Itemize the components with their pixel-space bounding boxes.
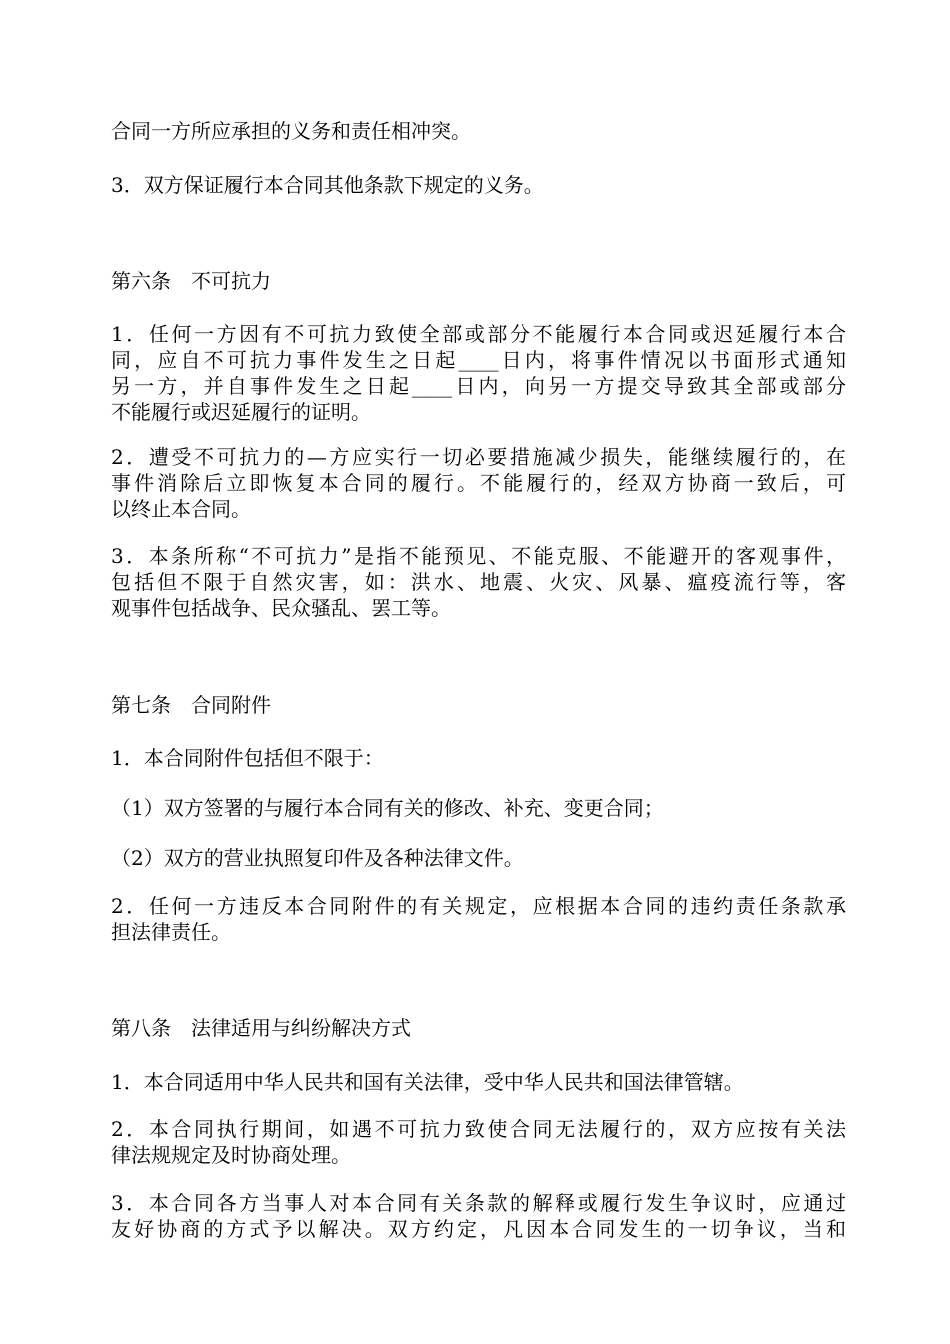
text-line: 3．本条所称“不可抗力”是指不能预见、不能克服、不能避开的客观事件， (111, 544, 846, 568)
text-line: 3．双方保证履行本合同其他条款下规定的义务。 (111, 173, 544, 197)
text-line: 1．本合同适用中华人民共和国有关法律，受中华人民共和国法律管辖。 (111, 1070, 744, 1094)
section-heading: 第七条 合同附件 (111, 693, 271, 717)
text-line: 事件消除后立即恢复本合同的履行。不能履行的，经双方协商一致后，可 (111, 471, 846, 495)
section-heading: 第六条 不可抗力 (111, 269, 271, 293)
text-line: 包括但不限于自然灾害，如：洪水、地震、火灾、风暴、瘟疫流行等，客 (111, 570, 846, 594)
text-line: 另一方，并自事件发生之日起____日内，向另一方提交导致其全部或部分 (111, 374, 846, 398)
text-line: 2．本合同执行期间，如遇不可抗力致使合同无法履行的，双方应按有关法 (111, 1117, 846, 1141)
list-item: （2）双方的营业执照复印件及各种法律文件。 (111, 846, 524, 870)
section-heading: 第八条 法律适用与纠纷解决方式 (111, 1016, 411, 1040)
text-line: 2．任何一方违反本合同附件的有关规定，应根据本合同的违约责任条款承 (111, 894, 846, 918)
text-line: 律法规规定及时协商处理。 (111, 1143, 351, 1167)
text-line: 不能履行或迟延履行的证明。 (111, 400, 371, 424)
text-line: 友好协商的方式予以解决。双方约定，凡因本合同发生的一切争议，当和 (111, 1217, 846, 1241)
text-line: 同，应自不可抗力事件发生之日起____日内，将事件情况以书面形式通知 (111, 348, 846, 372)
text-line: 3．本合同各方当事人对本合同有关条款的解释或履行发生争议时，应通过 (111, 1191, 846, 1215)
list-item: （1）双方签署的与履行本合同有关的修改、补充、变更合同； (111, 796, 664, 820)
text-line: 1．本合同附件包括但不限于： (111, 746, 384, 770)
text-line: 观事件包括战争、民众骚乱、罢工等。 (111, 596, 451, 620)
text-line: 以终止本合同。 (111, 497, 251, 521)
text-line: 合同一方所应承担的义务和责任相冲突。 (111, 119, 471, 143)
text-line: 1．任何一方因有不可抗力致使全部或部分不能履行本合同或迟延履行本合 (111, 322, 846, 346)
text-line: 2．遭受不可抗力的—方应实行一切必要措施减少损失，能继续履行的，在 (111, 445, 846, 469)
text-line: 担法律责任。 (111, 920, 231, 944)
